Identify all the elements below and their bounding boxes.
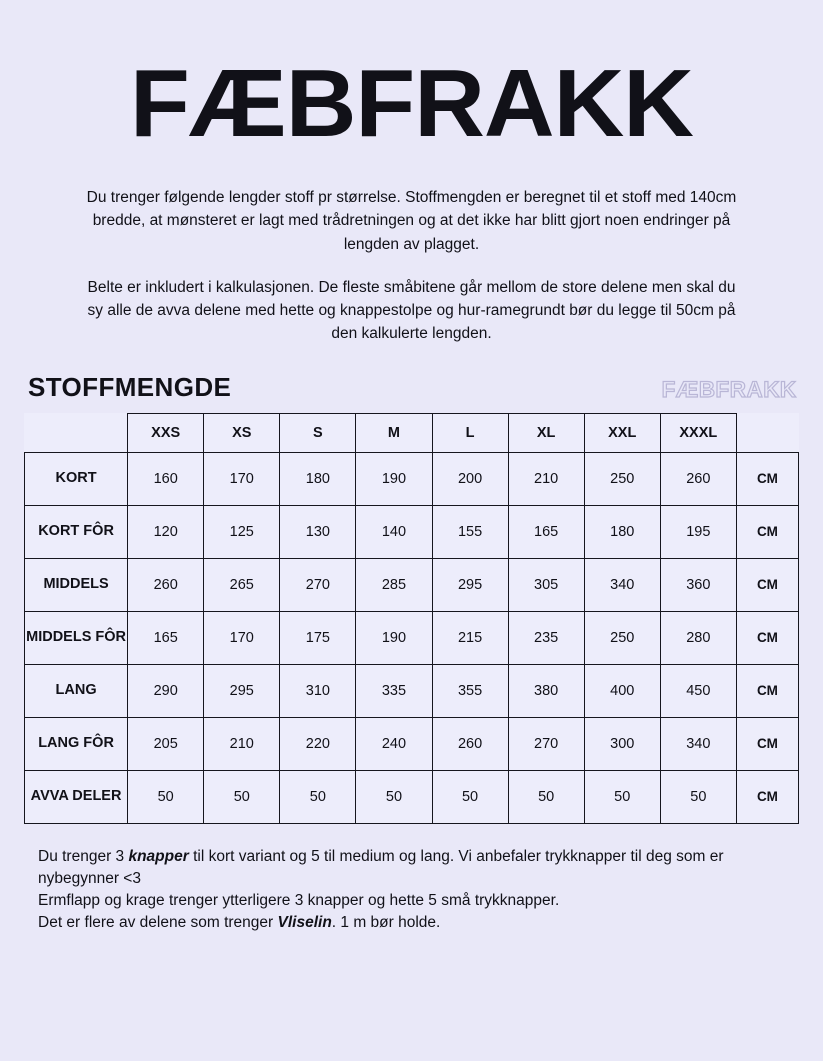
cell: 355 [432, 664, 508, 717]
cell: 305 [508, 558, 584, 611]
cell: 50 [508, 770, 584, 823]
note-1-text-a: Du trenger 3 [38, 847, 129, 865]
cell: 300 [584, 717, 660, 770]
cell: 340 [660, 717, 736, 770]
cell: 200 [432, 452, 508, 505]
cell: 50 [432, 770, 508, 823]
cell: 310 [280, 664, 356, 717]
row-label-middels: MIDDELS [25, 558, 128, 611]
note-1-text-c: til kort variant og 5 til medium og lang. Vi anbefaler trykknapper til deg som er nybegynner <3 [38, 847, 724, 887]
row-label-kort-for: KORT FÔR [25, 505, 128, 558]
row-unit: CM [736, 664, 798, 717]
cell: 160 [128, 452, 204, 505]
table-head-blank-left [25, 413, 128, 452]
cell: 50 [356, 770, 432, 823]
cell: 380 [508, 664, 584, 717]
cell: 360 [660, 558, 736, 611]
table-head-xxs: XXS [128, 413, 204, 452]
row-label-kort: KORT [25, 452, 128, 505]
row-label-middels-for: MIDDELS FÔR [25, 611, 128, 664]
row-unit: CM [736, 770, 798, 823]
cell: 235 [508, 611, 584, 664]
cell: 50 [584, 770, 660, 823]
note-3-text-c: . 1 m bør holde. [331, 914, 441, 932]
cell: 290 [128, 664, 204, 717]
cell: 170 [204, 452, 280, 505]
intro-paragraph-2: Belte er inkludert i kalkulasjonen. De fleste småbitene går mellom de store delene men skal du sy alle de avva delene med hette og knappestolpe og hur-ramegrundt bør du legge til 50cm på den kalkulerte lengden. [87, 278, 736, 343]
cell: 270 [508, 717, 584, 770]
cell: 190 [356, 611, 432, 664]
cell: 125 [204, 505, 280, 558]
table-head-s: S [280, 413, 356, 452]
brand-watermark: FÆBFRAKK [661, 376, 797, 402]
row-unit: CM [736, 611, 798, 664]
cell: 170 [204, 611, 280, 664]
note-line-2: Ermflapp og krage trenger ytterligere 3 knapper og hette 5 små trykknapper. [38, 892, 560, 910]
section-header [24, 372, 799, 403]
table-row [25, 770, 799, 823]
cell: 50 [660, 770, 736, 823]
cell: 260 [432, 717, 508, 770]
note-line-3 [38, 912, 785, 934]
cell: 120 [128, 505, 204, 558]
table-row [25, 664, 799, 717]
cell: 400 [584, 664, 660, 717]
cell: 50 [280, 770, 356, 823]
row-unit: CM [736, 452, 798, 505]
table-head-blank-right [736, 413, 798, 452]
table-head-xl: XL [508, 413, 584, 452]
row-unit: CM [736, 505, 798, 558]
cell: 240 [356, 717, 432, 770]
cell: 165 [508, 505, 584, 558]
table-row [25, 717, 799, 770]
table-row [25, 452, 799, 505]
cell: 295 [432, 558, 508, 611]
table-row [25, 611, 799, 664]
cell: 260 [128, 558, 204, 611]
cell: 50 [204, 770, 280, 823]
cell: 335 [356, 664, 432, 717]
table-head-m: M [356, 413, 432, 452]
cell: 340 [584, 558, 660, 611]
row-unit: CM [736, 717, 798, 770]
page-title: FÆBFRAKK [130, 50, 693, 157]
cell: 210 [204, 717, 280, 770]
document-page [0, 50, 823, 1061]
cell: 220 [280, 717, 356, 770]
table-head-xxxl: XXXL [660, 413, 736, 452]
cell: 175 [280, 611, 356, 664]
cell: 195 [660, 505, 736, 558]
table-head-l: L [432, 413, 508, 452]
cell: 130 [280, 505, 356, 558]
note-line-1 [38, 846, 785, 891]
cell: 205 [128, 717, 204, 770]
note-3-emphasis: Vliselin [277, 914, 332, 932]
row-unit: CM [736, 558, 798, 611]
cell: 265 [204, 558, 280, 611]
cell: 165 [128, 611, 204, 664]
section-title: STOFFMENGDE [28, 371, 232, 402]
cell: 180 [584, 505, 660, 558]
cell: 215 [432, 611, 508, 664]
table-head-xs: XS [204, 413, 280, 452]
cell: 285 [356, 558, 432, 611]
cell: 250 [584, 452, 660, 505]
note-1-emphasis: knapper [128, 847, 189, 865]
cell: 270 [280, 558, 356, 611]
cell: 210 [508, 452, 584, 505]
cell: 190 [356, 452, 432, 505]
note-3-text-a: Det er flere av delene som trenger [38, 914, 278, 932]
cell: 180 [280, 452, 356, 505]
cell: 250 [584, 611, 660, 664]
table-row [25, 558, 799, 611]
table-header-row [25, 413, 799, 452]
cell: 50 [128, 770, 204, 823]
cell: 280 [660, 611, 736, 664]
cell: 295 [204, 664, 280, 717]
cell: 155 [432, 505, 508, 558]
table-head-xxl: XXL [584, 413, 660, 452]
cell: 450 [660, 664, 736, 717]
row-label-avva-deler: AVVA DELER [25, 770, 128, 823]
cell: 140 [356, 505, 432, 558]
table-row [25, 505, 799, 558]
row-label-lang: LANG [25, 664, 128, 717]
row-label-lang-for: LANG FÔR [25, 717, 128, 770]
fabric-amount-table [24, 413, 799, 824]
intro-paragraph-1: Du trenger følgende lengder stoff pr størrelse. Stoffmengden er beregnet til et stoff med 140cm bredde, at mønsteret er lagt med trådretningen og at det ikke har blitt gjort noen endringer på lengden av plagget. [86, 189, 737, 253]
notes-section [24, 846, 799, 935]
cell: 260 [660, 452, 736, 505]
